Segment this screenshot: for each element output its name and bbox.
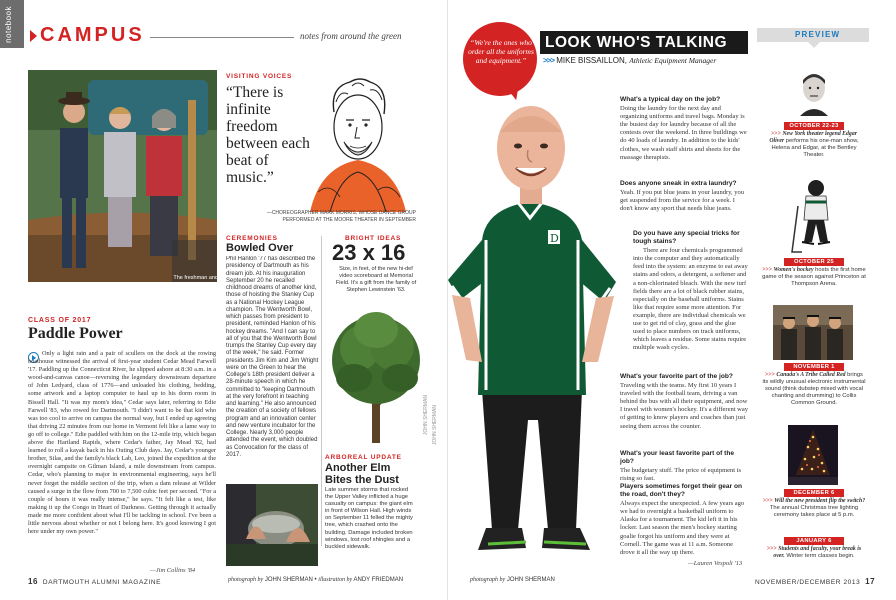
preview-event: >>> Canada's A Tribe Called Red brings its wildly unusual electronic instrumental sound (think dubstep mixed with vocal chanting and drumming) to Collis Common Ground. bbox=[762, 372, 866, 406]
paddle-article-body: Only a light rain and a pair of scullers on the dock at the rowing boathouse witnessed the arrival of first-year student Cedar Mead Farwell '17. Paddling up the Connecticut River, he slipped ashore at 8:30 a.m. in a wood-and-canvas canoe—reversing the legendary downstream departure of John Ledyard, class of 1776—and unloaded his clothing, bedding, some artwork and a laptop computer to haul up to his dorm room in Bissell Hall. "It was my mom's idea," Cedar says later, referring to Edie Farwell '83, who rowed for Dartmouth. "I didn't want to be that kid who was too cool to arrive on campus the normal way, but I ended up agreeing that driving 22 minutes from our home in Vermont felt like a lame way to go off to college." Edie paddled with him on the 12-mile trip, which began above the Hartland Rapids, where Cedar's father, Jay Mead '82, had learned to roll a kayak back in his Outing Club days. Jay, Cedar's younger brother, Silas, and the family's black Lab, Leo, joined the expedition at the overnight campsite on Gilman Island, a mile downstream from campus. Cedar, who's planning to major in environmental engineering, says he'll never forget the middle section of the trip, when a dam release at Wilder caused a surge in the flow from 700 to 7,500 cubic feet per second. "For a couple of hours it was really intense," he says. "It felt like a test, like making it up the Congo in Heart of Darkness. Getting through it actually made me more confident about what I'll be tackling in school. I've been a little nervous about whether or not I belong here. It's good knowing I got here under my own power." bbox=[28, 350, 216, 536]
qa-question: Does anyone sneak in extra laundry? bbox=[620, 180, 737, 187]
hockey-player-photo bbox=[788, 176, 840, 256]
qa-item bbox=[620, 96, 748, 162]
preview-event: >>> New York theater legend Edgar Oliver performs his one-man show, Helena and Edgar, at the Bentley Theater. bbox=[769, 131, 859, 158]
preview-date: DECEMBER 6 bbox=[784, 489, 844, 497]
header-rule bbox=[150, 37, 294, 38]
right-folio: NOVEMBER/DECEMBER 2013 17 bbox=[755, 577, 876, 586]
bright-ideas-kicker: BRIGHT IDEAS bbox=[345, 235, 402, 242]
section-edge-tab: notebook bbox=[0, 0, 24, 48]
qa-answer: The budgetary stuff. The price of equipment is rising so fast. bbox=[620, 467, 742, 483]
arboreal-body: Late summer storms that rocked the Upper Valley inflicted a huge casualty on campus: the giant elm in front of Wilson Hall. High winds on September 11 felled the mighty tree, which crashed onto the building. Damage included broken windows, lost roof shingles and a buckled sidewalk. bbox=[325, 487, 413, 550]
arboreal-kicker: ARBOREAL UPDATE bbox=[325, 454, 402, 461]
interviewee-byline: >>> MIKE BISSAILLON, Athletic Equipment Manager bbox=[543, 56, 717, 65]
preview-title: PREVIEW bbox=[795, 30, 841, 39]
qa-answer: Doing the laundry for the next day and organizing uniforms and travel bags. Monday is the busiest day for laundry because of all the contests over the weekend. In three buildings we do 40 loads of laundry. In addition to the kids' clothes, we wash staff shirts and sheets for the massage therapists. bbox=[620, 105, 747, 161]
arboreal-headline: Another Elm Bites the Dust bbox=[325, 462, 399, 486]
bright-ideas-number: 23 x 16 bbox=[332, 240, 406, 265]
section-subtitle: notes from around the green bbox=[300, 31, 402, 41]
visiting-voices-credit: —CHOREOGRAPHER MARK MORRIS, WHOSE DANCE GROUP PERFORMED AT THE MOORE THEATER IN SEPTEMBER bbox=[266, 210, 416, 223]
qa-answer: Traveling with the teams. My first 10 years I traveled with the football team, driving a van behind the bus with all their equipment, and now I travel with women's hockey. It's a different way of getting to know players and coaches than just seeing them across the counter. bbox=[620, 382, 748, 430]
paddle-kicker: CLASS OF 2017 bbox=[28, 317, 92, 324]
elm-tree-image bbox=[330, 308, 422, 448]
qa-answer: Always expect the unexpected. A few years ago we had to overnight a basketball uniform to Alaska for a tournament. The kid left it in his locker. Last season the men's hockey starting goalie forgot his uniform and they were at Cornell. The game was at 11 a.m. Someone drove it all the way up there. bbox=[620, 500, 745, 556]
edgar-oliver-portrait bbox=[796, 70, 832, 116]
preview-event: >>> Will the new president flip the switch? The annual Christmas tree lighting ceremony takes place at 5 p.m. bbox=[762, 498, 866, 518]
side-photo-credit: JOHN SHERMAN bbox=[423, 395, 429, 436]
equipment-manager-photo bbox=[430, 90, 640, 570]
qa-answer: There are four chemicals programmed into the computer and they automatically feed into the system: an enzyme to eat away stains and odors, a detergent, a softener and a non-chlorinated bleach. With the new turf fields there are a lot of black rubber stains, especially on the baseball uniforms. Stains like that require some more attention. For example, there are individual chemicals we use to get rid of clay, grass and the glue used to place numbers on track uniforms, which leaves a residue. Some stains require multiple wash cycles. bbox=[633, 247, 748, 352]
photo-caption: The freshman and his family went against the current to get to school. bbox=[172, 275, 218, 301]
qa-answer: Yeah. If you put blue jeans in your laundry, you get suspended from the service for a week. I don't know any sport that needs blue jeans. bbox=[620, 189, 745, 213]
ceremonies-headline: Bowled Over bbox=[226, 242, 294, 254]
ceremonies-body: Phil Hanlon '77 has described the presidency of Dartmouth as his dream job. At his inauguration September 20 he recalled childhood dreams of another kind, those of hoisting the Stanley Cup as a National Hockey League champion. The Wentworth Bowl, which passes from president to president, reminded Hanlon of his hockey dreams. "And I can say to all of you that the Wentworth Bowl trumps the Stanley Cup every day of the week," he said. Former presidents Jim Kim and Jim Wright were on the Green to hear the College's 18th president deliver a 28-minute speech in which he committed to "keeping Dartmouth at the very forefront in teaching and learning." He also announced the creation of a society of fellows program and an innovation center and new venture incubator for the College. Nearly 3,000 people attended the event, which doubled as Convocation for the class of 2017. bbox=[226, 256, 319, 458]
preview-date: OCTOBER 25 bbox=[784, 258, 844, 266]
paddle-author: —Jim Collins '84 bbox=[150, 567, 196, 574]
preview-date: NOVEMBER 1 bbox=[784, 363, 844, 371]
column-divider bbox=[321, 236, 322, 546]
preview-pointer-icon bbox=[808, 42, 820, 48]
christmas-tree-photo bbox=[788, 425, 838, 485]
preview-event: >>> Women's hockey hosts the first home game of the season against Princeton at Thompson Arena. bbox=[762, 267, 866, 287]
section-title: CAMPUS bbox=[40, 24, 145, 46]
hands-bowl-photo bbox=[226, 484, 318, 566]
look-whos-talking-title: LOOK WHO'S TALKING bbox=[545, 34, 728, 51]
pull-quote-text: “We're the ones who order all the uniforms and equipment.” bbox=[468, 38, 534, 65]
visiting-voices-quote: “There is infinite freedom between each beat of music.” bbox=[226, 84, 310, 186]
mark-morris-illustration bbox=[300, 72, 416, 212]
qa-question: Players sometimes forget their gear on the road, don't they? bbox=[620, 483, 743, 499]
bright-ideas-body: Size, in feet, of the new hi-def video scoreboard at Memorial Field. It's a gift from the family of Stephen Lewinstein '63. bbox=[335, 266, 417, 293]
family-canoe-photo bbox=[28, 70, 217, 282]
ceremonies-kicker: CEREMONIES bbox=[226, 235, 278, 242]
visiting-voices-kicker: VISITING VOICES bbox=[226, 73, 293, 80]
campus-arrow-icon bbox=[30, 30, 37, 42]
svg-text:D: D bbox=[550, 232, 559, 245]
qa-item bbox=[620, 180, 748, 213]
right-photo-credit: photograph by JOHN SHERMAN bbox=[470, 577, 555, 583]
preview-date: JANUARY 6 bbox=[784, 537, 844, 545]
qa-item bbox=[633, 230, 749, 352]
preview-event: >>> Students and faculty, your break is over. Winter term classes begin. bbox=[766, 546, 862, 559]
qa-item bbox=[620, 450, 748, 483]
preview-date: OCTOBER 22-23 bbox=[784, 122, 844, 130]
qa-item bbox=[620, 373, 748, 431]
qa-question: What's your favorite part of the job? bbox=[620, 373, 733, 380]
left-folio: 16 DARTMOUTH ALUMNI MAGAZINE bbox=[28, 577, 162, 586]
qa-question: What's a typical day on the job? bbox=[620, 96, 721, 103]
photo-side-credit: JOHN SHERMAN bbox=[432, 405, 438, 446]
qa-question: Do you have any special tricks for tough stains? bbox=[633, 230, 740, 246]
left-photo-credit: photograph by JOHN SHERMAN • illustration by ANDY FRIEDMAN bbox=[228, 577, 404, 583]
band-photo bbox=[773, 305, 853, 360]
qa-question: What's your least favorite part of the job? bbox=[620, 450, 735, 466]
paddle-headline: Paddle Power bbox=[28, 325, 123, 342]
qa-author: —Lauren Vespoli '13 bbox=[688, 560, 743, 567]
qa-item bbox=[620, 483, 748, 557]
